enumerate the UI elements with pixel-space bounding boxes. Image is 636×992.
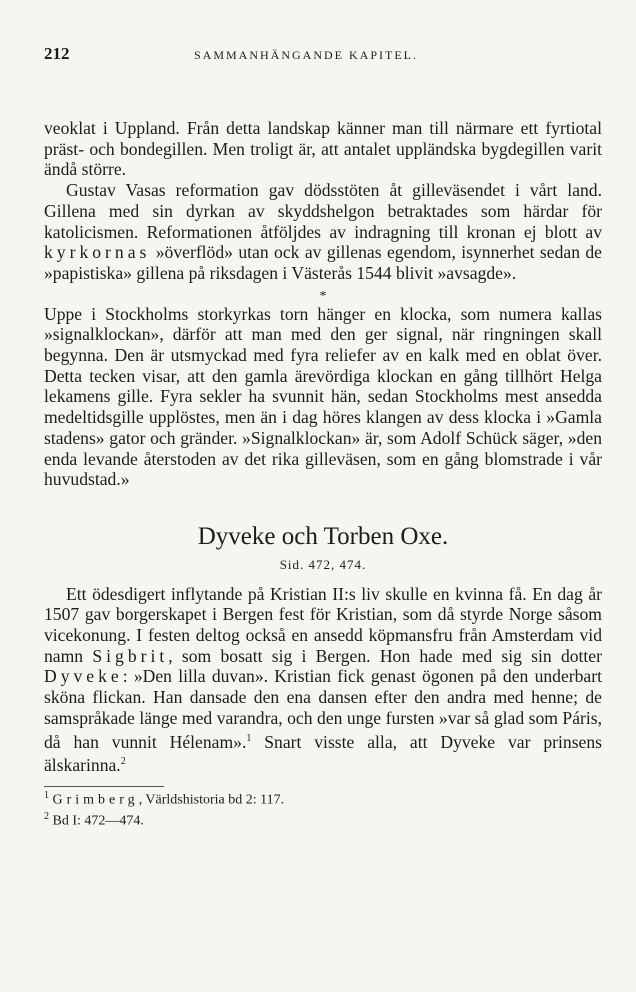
footnote: [44, 808, 602, 830]
footnote-text: , Världshistoria bd 2: 117.: [138, 792, 285, 808]
emphasized-word: kyrkornas: [44, 242, 151, 263]
footnote-mark: 1: [44, 789, 49, 801]
section-title: Dyveke och Torben Oxe.: [197, 522, 449, 550]
section-reference: Sid. 472, 474.: [279, 556, 367, 572]
page-number: 212: [44, 44, 70, 63]
emphasized-name: Dyveke: [44, 666, 123, 687]
book-page: [44, 44, 602, 830]
section-separator: *: [319, 288, 327, 304]
paragraph: [44, 584, 602, 776]
page-header: [44, 44, 602, 70]
paragraph-text: , som bosatt sig i Bergen. Hon hade med sig sin dotter: [168, 645, 602, 666]
running-head: SAMMANHÄNGANDE KAPITEL.: [194, 48, 418, 62]
emphasized-name: Sigbrit: [92, 645, 169, 666]
paragraph: veoklat i Uppland. Från detta landskap känner man till närmare ett fyrtiotal präst- och bondegillen. Men troligt är, att antalet uppländska bygdegillen varit ändå större.: [44, 118, 602, 180]
paragraph: Uppe i Stockholms storkyrkas torn hänger en klocka, som numera kallas »signalklockan», därför att man med den ger signal, när ringningen skall begynna. Den är utsmyckad med fyra reliefer av en kalk med en oblat över. Detta tecken visar, att den gamla ärevördiga klockan en gång tillhört Helga lekamens gille. Fyra sekler ha svunnit hän, sedan Stockholms mest ansedda medeltidsgille upplöstes, men än i dag höres klangen av dess klocka i »Gamla stadens» gator och gränder. »Signalklockan» är, som Adolf Schück säger, »den enda levande återstoden av det rika gilleväsen, som en gång blomstrade i vår huvudstad.»: [44, 303, 602, 490]
paragraph: [44, 180, 602, 284]
paragraph-text: Gustav Vasas reformation gav dödsstöten åt gilleväsendet i vårt land. Gillena med sin dyrkan av skyddshelgon betraktades som härdar för katolicismen. Reformationen åtföljdes av indragning till kronan ej blott av: [44, 180, 602, 242]
footnote-text: Bd I: 472—474.: [52, 814, 144, 830]
footnote: [44, 787, 602, 809]
footnote-ref: 1: [246, 732, 252, 744]
footnote-author: Grimberg: [52, 792, 139, 808]
paragraph-text: Snart visste alla, att Dyveke var prinsens älskarinna.: [44, 731, 602, 775]
paragraph-text: »överflöd» utan ock av gillenas egendom, isynnerhet sedan de »papistiska» gillena på riksdagen i Västerås 1544 blivit »avsagde».: [44, 242, 602, 283]
footnote-mark: 2: [44, 811, 49, 823]
body-text: [44, 118, 602, 776]
paragraph-text: Ett ödesdigert inflytande på Kristian II:s liv skulle en kvinna få. En dag år 1507 gav borgerskapet i Bergen fest för Kristian, som då styrde Norge såsom vicekonung. I festen deltog också en ansedd köpmansfru från Amsterdam vid namn: [44, 583, 602, 666]
paragraph-text: : »Den lilla duvan». Kristian fick genast ögonen på den underbart sköna flickan. Han dansade den ena dansen efter den andra med henne; de samspråkade länge med varandra, och den unge fursten »var så glad som Páris, då han vunnit Hélenam».: [44, 666, 602, 752]
footnote-ref: 2: [120, 756, 126, 768]
